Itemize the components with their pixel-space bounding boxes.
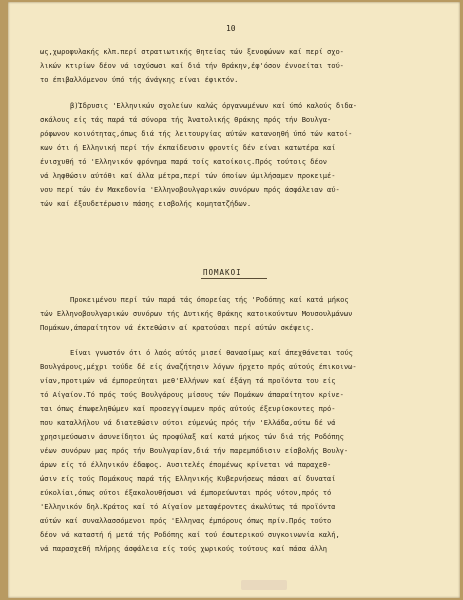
text-line: Προκειμένου περί τών παρά τάς όπορείας τής 'Ροδόπης καί κατά μήκος xyxy=(70,295,349,304)
text-line: νά ληφθώσιν αύτόθι καί άλλα μέτρα,περί τών όποίων ώμιλήσαμεν προκειμέ- xyxy=(40,171,336,180)
text-line: ται όπως έπωφεληθώμεν καί προσεγγίσωμεν πρός αύτούς έξευρίσκοντες πρό- xyxy=(40,404,336,413)
text-line: σκάλους είς τάς παρά τά σύνορα τής Άνατολικής Θράκης πρός τήν Βουλγα- xyxy=(40,115,332,124)
text-line: νέων συνόρων μας πρός τήν Βουλγαρίαν,διά τήν παρεμπόδισιν είσβολής Βουλγ- xyxy=(40,446,349,455)
text-line: τό Αίγαίον.Τό πρός τούς Βουλγάρους μίσους τών Πομάκων άπαραίτητον κρίνε- xyxy=(40,390,344,399)
faded-stamp xyxy=(241,580,287,590)
text-line: Βουλγάρους,μέχρι τούδε δέ είς άναζήτησιν λόγων ήρχετο πρός αύτούς έπικοινω- xyxy=(40,362,357,371)
page-number: 10 xyxy=(226,24,236,33)
text-line: ρόφωνον κοινότητας,όπως διά τής λειτουργίας αύτών κατανοηθή ύπό τών κατοί- xyxy=(40,129,353,138)
text-line: β)Ίδρυσις 'Ελληνικών σχολείων καλώς όργανωμένων καί ύπό καλούς διδα- xyxy=(70,101,358,110)
text-line: εύκολίαι,όπως ούτοι έξακολουθήσωσι νά έμπορεύωνται πρός νότον,πρός τό xyxy=(40,488,332,497)
text-line: νου περί τών έν Μακεδονία 'Ελληνοβουλγαρικών συνόρων πρός άσφάλειαν αύ- xyxy=(40,185,340,194)
text-line: αύτών καί συναλλασσόμενοι πρός 'Ελληνας έμπόρους όπως πρίν.Πρός τούτο xyxy=(40,516,332,525)
text-line: το έπιβαλλόμενον ύπό τής άνάγκης είναι έφικτόν. xyxy=(40,75,239,84)
text-line: τών καί έξουδετέρωσιν πάσης εισβολής κομητατζήδων. xyxy=(40,199,252,208)
document-page xyxy=(8,2,460,598)
text-line: δέον νά καταστή ή μετά τής Ροδόπης καί τού έσωτερικού συγκοινωνία καλή, xyxy=(40,530,340,539)
text-line: ώσιν είς τούς Πομάκους παρά τής Ελληνικής Κυβερνήσεως πάσαι αί δυναταί xyxy=(40,474,336,483)
text-line: κων ότι ή Ελληνική περί τήν έκπαίδευσιν φροντίς δέν είναι κατωτέρα καί xyxy=(40,143,336,152)
text-line: λικών κτιρίων δέον νά ισχύσωσι καί διά τήν Θράκην,έφ'όσον έννοείται τού- xyxy=(40,61,344,70)
text-line: τών Ελληνοβουλγαρικών συνόρων τής Δυτικής Θράκης κατοικούντων Μουσουλμάνων xyxy=(40,309,353,318)
heading-underline xyxy=(201,278,267,279)
section-heading: ΠΟΜΑΚΟΙ xyxy=(203,268,242,277)
text-line: Πομάκων,άπαραίτητον νά έκτεθώσιν αί κρατούσαι περί αύτών σκέψεις. xyxy=(40,323,315,332)
text-line: ένισχυθή τό 'Ελληνικόν φρόνημα παρά τοίς κατοίκοις.Πρός τούτοις δέον xyxy=(40,157,328,166)
text-line: νίαν,προτιμών νά έμπορεύηται μεθ'Ελλήνων καί έξάγη τά προϊόντα του είς xyxy=(40,376,336,385)
text-line: Είναι γνωστόν ότι ό λαός αύτός μισεί θανασίμως καί άπεχθάνεται τούς xyxy=(70,348,353,357)
text-line: που καταλλήλου νά διατεθώσιν ούτοι εύμενώς πρός τήν 'Ελλάδα,ούτω δέ νά xyxy=(40,418,336,427)
text-line: άρων είς τό έλληνικόν έδαφος. Αυσιτελές έπομένως κρίνεται νά παραχεθ- xyxy=(40,460,332,469)
text-line: νά παρασχεθή πλήρης άσφάλεια είς τούς χωρικούς τούτους καί πάσα άλλη xyxy=(40,544,328,553)
text-line: 'Ελληνικόν δηλ.Κράτος καί τό Αίγαίον μεταφέροντες άκωλύτως τά προϊόντα xyxy=(40,502,336,511)
text-line: ως,χωροφυλακής κλπ.περί στρατιωτικής θητείας τών ξενοφώνων καί περί σχο- xyxy=(40,47,344,56)
text-line: χρησιμεύσωσιν άσυνείδητοι ώς προφύλαξ καί κατά μήκος τών διά τής Ροδόπης xyxy=(40,432,344,441)
